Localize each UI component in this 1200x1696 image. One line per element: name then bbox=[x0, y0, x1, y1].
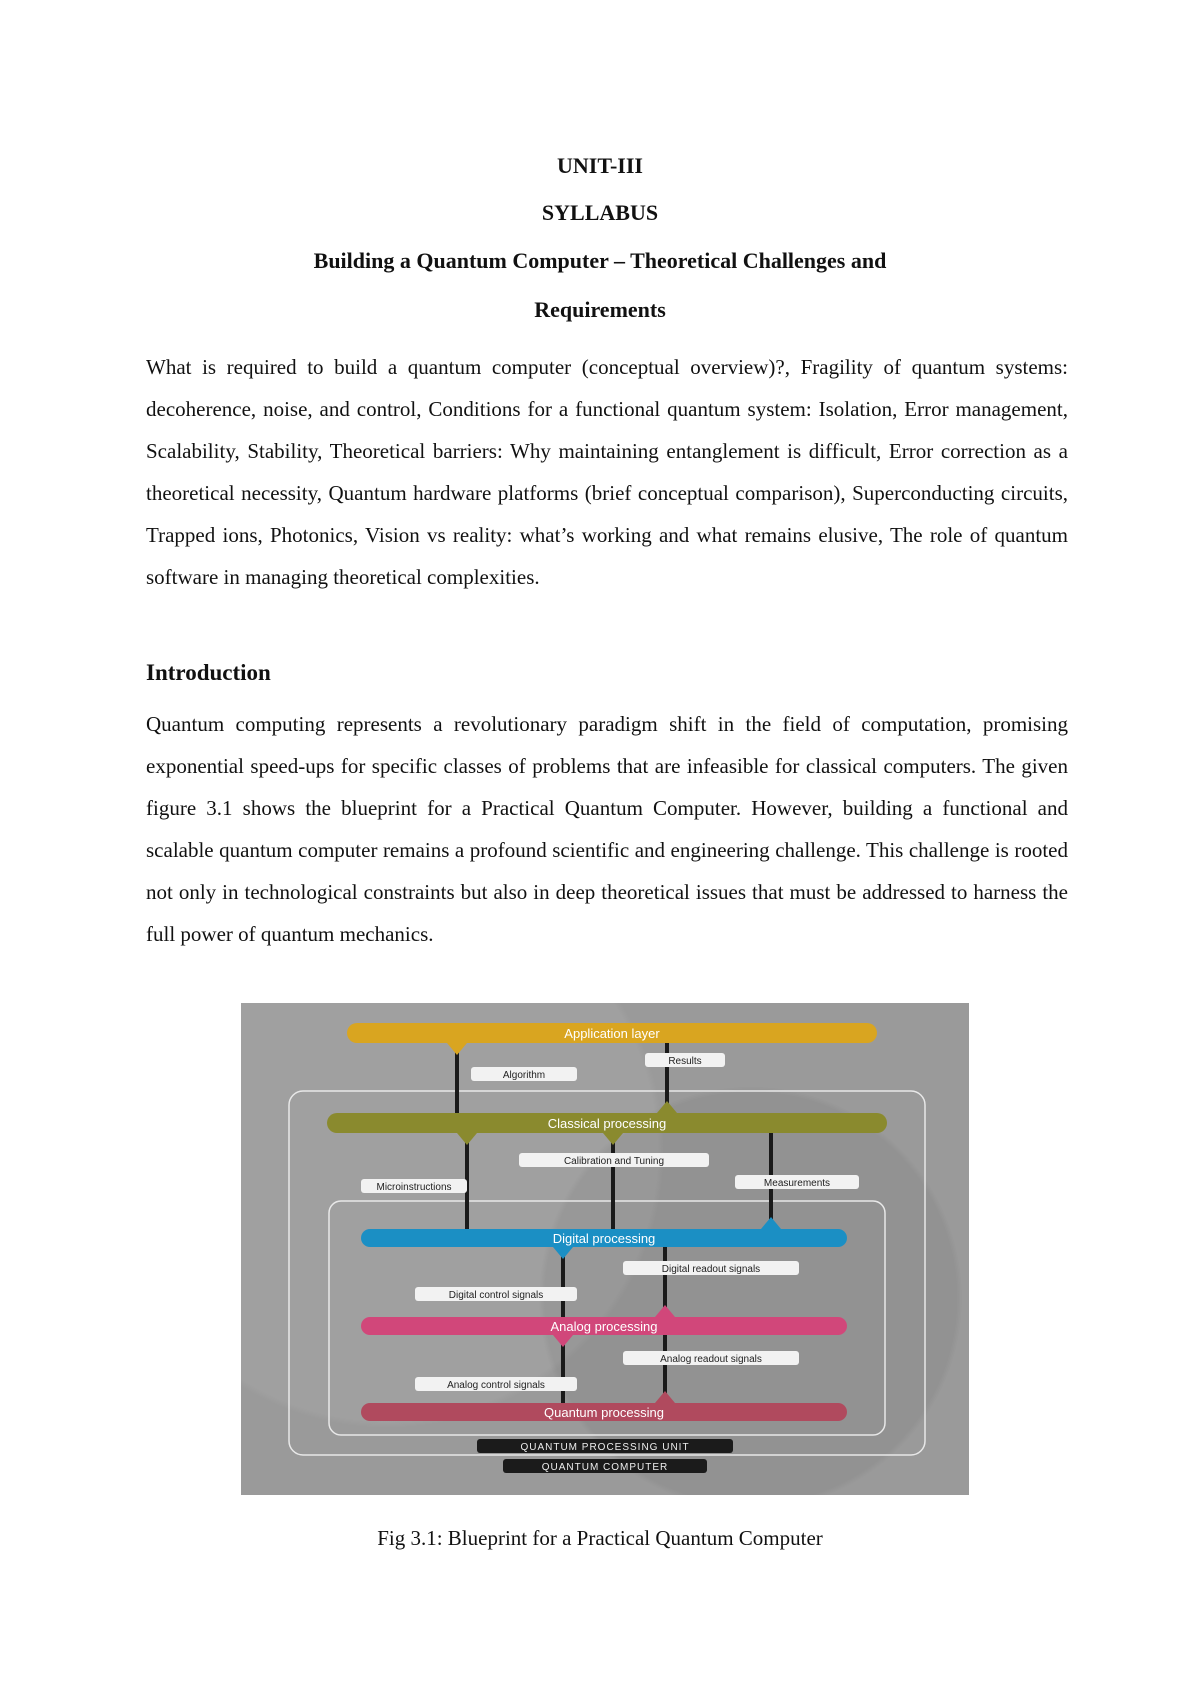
digital-processing-label: Digital processing bbox=[552, 1231, 656, 1246]
qc-tag-label: QUANTUM COMPUTER bbox=[541, 1462, 669, 1473]
introduction-heading: Introduction bbox=[146, 660, 271, 685]
syllabus-heading: SYLLABUS bbox=[541, 200, 659, 225]
results-label: Results bbox=[668, 1056, 702, 1067]
classical-down-arrow-1 bbox=[457, 1133, 477, 1145]
analog-control-label: Analog control signals bbox=[447, 1380, 545, 1391]
digital-readout-label: Digital readout signals bbox=[661, 1264, 761, 1275]
qpu-tag-label: QUANTUM PROCESSING UNIT bbox=[520, 1442, 690, 1453]
application-layer-label: Application layer bbox=[564, 1026, 660, 1041]
quantum-computer-blueprint-figure bbox=[241, 1003, 969, 1495]
figure-caption: Fig 3.1: Blueprint for a Practical Quantum Computer bbox=[377, 1526, 823, 1550]
calibration-label: Calibration and Tuning bbox=[563, 1156, 665, 1167]
introduction-paragraph: Quantum computing represents a revolutionary paradigm shift in the field of computation, promising exponential speed-ups for specific classes of problems that are infeasible for classical computers. The given figure 3.1 shows the blueprint for a Practical Quantum Computer. However, building a functional and scalable quantum computer remains a profound scientific and engineering challenge. This challenge is rooted not only in technological constraints but also in deep theoretical issues that must be addressed to harness the full power of quantum mechanics. bbox=[146, 712, 1068, 946]
syllabus-paragraph: What is required to build a quantum computer (conceptual overview)?, Fragility of quantum systems: decoherence, noise, and control, Conditions for a functional quantum system: Isolation, Error management, Scalability, Stability, Theoretical barriers: Why maintaining entanglement is difficult, Error correction as a theoretical necessity, Quantum hardware platforms (brief conceptual comparison), Superconducting circuits, Trapped ions, Photonics, Vision vs reality: what’s working and what remains elusive, The role of quantum software in managing theoretical complexities. bbox=[146, 355, 1068, 589]
analog-up-arrow bbox=[655, 1305, 675, 1317]
digital-down-arrow bbox=[553, 1247, 573, 1259]
signal-labels bbox=[361, 1053, 859, 1391]
title-line-2: Requirements bbox=[534, 297, 666, 322]
algorithm-label: Algorithm bbox=[502, 1070, 546, 1081]
blueprint-diagram bbox=[241, 1003, 969, 1495]
classical-down-arrow-2 bbox=[603, 1133, 623, 1145]
digital-control-label: Digital control signals bbox=[448, 1290, 544, 1301]
unit-heading: UNIT-III bbox=[556, 153, 643, 178]
classical-up-arrow bbox=[657, 1101, 677, 1113]
quantum-processing-label: Quantum processing bbox=[544, 1405, 664, 1420]
measurements-label: Measurements bbox=[763, 1178, 831, 1189]
microinstructions-label: Microinstructions bbox=[376, 1182, 452, 1193]
analog-processing-label: Analog processing bbox=[550, 1319, 658, 1334]
application-arrow bbox=[447, 1043, 467, 1055]
digital-up-arrow bbox=[761, 1217, 781, 1229]
analog-down-arrow bbox=[553, 1335, 573, 1347]
classical-processing-label: Classical processing bbox=[547, 1116, 667, 1131]
connector-lines bbox=[457, 1033, 771, 1403]
quantum-up-arrow bbox=[655, 1391, 675, 1403]
analog-readout-label: Analog readout signals bbox=[660, 1354, 762, 1365]
quantum-computer-frame bbox=[289, 1091, 925, 1455]
title-line-1: Building a Quantum Computer – Theoretical Challenges and bbox=[313, 248, 887, 273]
